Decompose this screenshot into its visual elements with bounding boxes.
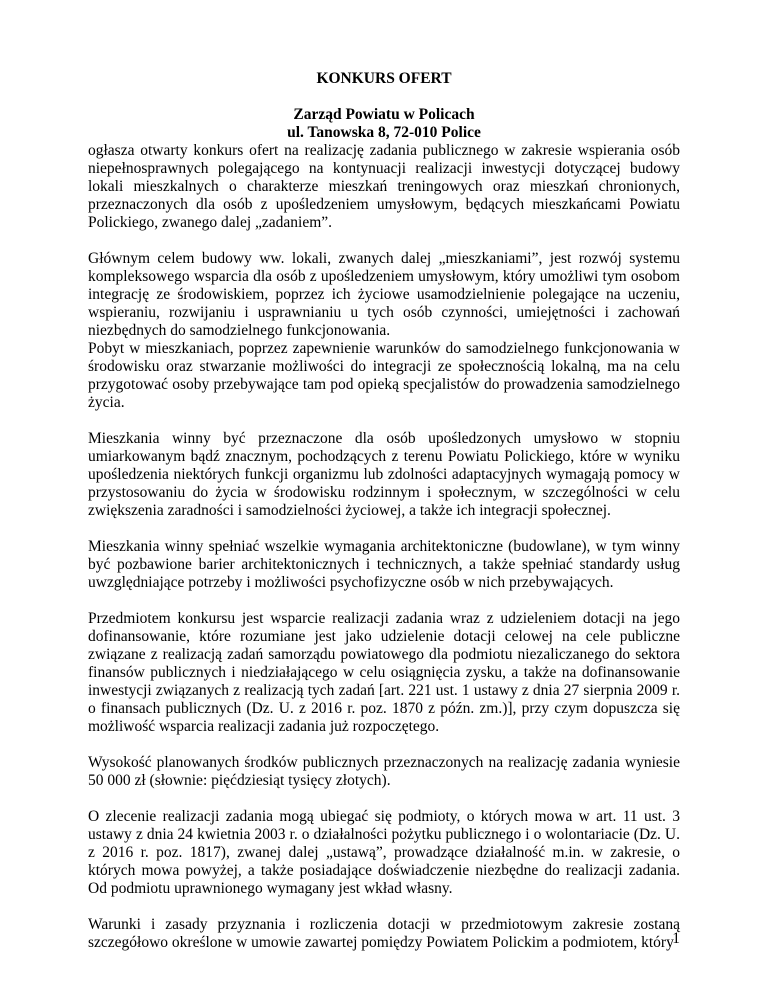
paragraph-eligibility: O zlecenie realizacji zadania mogą ubiegać się podmioty, o których mowa w art. 11 ust. 3 ustawy z dnia 24 kwietnia 2003 r. o działalności pożytku publicznego i o wolontariacie (Dz. U. z 2016 r. poz. 1817), zwanej dalej „ustawą”, prowadzące działalność m.in. w zakresie, o których mowa powyżej, a także posiadające doświadczenie niezbędne do realizacji zadania. Od podmiotu uprawnionego wymagany jest wkład własny. bbox=[88, 808, 680, 897]
paragraph-stay: Pobyt w mieszkaniach, poprzez zapewnienie warunków do samodzielnego funkcjonowania w środowisku oraz stwarzanie możliwości do integracji ze społecznością lokalną, ma na celu przygotować osoby przebywające tam pod opieką specjalistów do prowadzenia samodzielnego życia. bbox=[88, 340, 680, 411]
document-page bbox=[88, 70, 680, 952]
paragraph-subject: Przedmiotem konkursu jest wsparcie realizacji zadania wraz z udzieleniem dotacji na jego dofinansowanie, które rozumiane jest jako udzielenie dotacji celowej na cele publiczne związane z realizacją zadań samorządu powiatowego dla podmiotu niezaliczanego do sektora finansów publicznych i niedziałającego w celu osiągnięcia zysku, a także na dofinansowanie inwestycji związanych z realizacją tych zadań [art. 221 ust. 1 ustawy z dnia 27 sierpnia 2009 r. o finansach publicznych (Dz. U. z 2016 r. poz. 1870 z późn. zm.)], przy czym dopuszcza się możliwość wsparcia realizacji zadania już rozpoczętego. bbox=[88, 610, 680, 735]
paragraph-target-group: Mieszkania winny być przeznaczone dla osób upośledzonych umysłowo w stopniu umiarkowanym bądź znacznym, pochodzących z terenu Powiatu Polickiego, które w wyniku upośledzenia niektórych funkcji organizmu lub zdolności adaptacyjnych wymagają pomocy w przystosowaniu do życia w środowisku rodzinnym i społecznym, w szczególności w celu zwiększenia zaradności i samodzielności życiowej, a także ich integracji społecznej. bbox=[88, 430, 680, 519]
organizer-address: ul. Tanowska 8, 72-010 Police bbox=[287, 124, 481, 141]
organizer-name: Zarząd Powiatu w Policach bbox=[293, 106, 475, 123]
paragraph-announcement: ogłasza otwarty konkurs ofert na realizację zadania publicznego w zakresie wspierania osób niepełnosprawnych polegającego na kontynuacji realizacji inwestycji dotyczącej budowy lokali mieszkalnych o charakterze mieszkań treningowych oraz mieszkań chronionych, przeznaczonych dla osób z upośledzeniem umysłowym, będących mieszkańcami Powiatu Polickiego, zwanego dalej „zadaniem”. bbox=[88, 142, 680, 231]
organizer-block bbox=[88, 106, 680, 142]
paragraph-conditions: Warunki i zasady przyznania i rozliczenia dotacji w przedmiotowym zakresie zostaną szczegółowo określone w umowie zawartej pomiędzy Powiatem Polickim a podmiotem, który bbox=[88, 916, 680, 951]
paragraph-main-goal: Głównym celem budowy ww. lokali, zwanych dalej „mieszkaniami”, jest rozwój systemu kompleksowego wsparcia dla osób z upośledzeniem umysłowym, który umożliwi tym osobom integrację ze środowiskiem, poprzez ich życiowe usamodzielnienie polegające na uczeniu, wspieraniu, rozwijaniu i usprawnianiu u tych osób czynności, umiejętności i zachowań niezbędnych do samodzielnego funkcjonowania. bbox=[88, 250, 680, 339]
document-title: KONKURS OFERT bbox=[316, 70, 452, 87]
page-number: 1 bbox=[672, 930, 680, 947]
paragraph-funding: Wysokość planowanych środków publicznych przeznaczonych na realizację zadania wyniesie 50 000 zł (słownie: pięćdziesiąt tysięcy złotych). bbox=[88, 754, 680, 789]
paragraph-requirements: Mieszkania winny spełniać wszelkie wymagania architektoniczne (budowlane), w tym winny być pozbawione barier architektonicznych i technicznych, a także spełniać standardy usług uwzględniające potrzeby i możliwości psychofizyczne osób w nich przebywających. bbox=[88, 538, 680, 591]
